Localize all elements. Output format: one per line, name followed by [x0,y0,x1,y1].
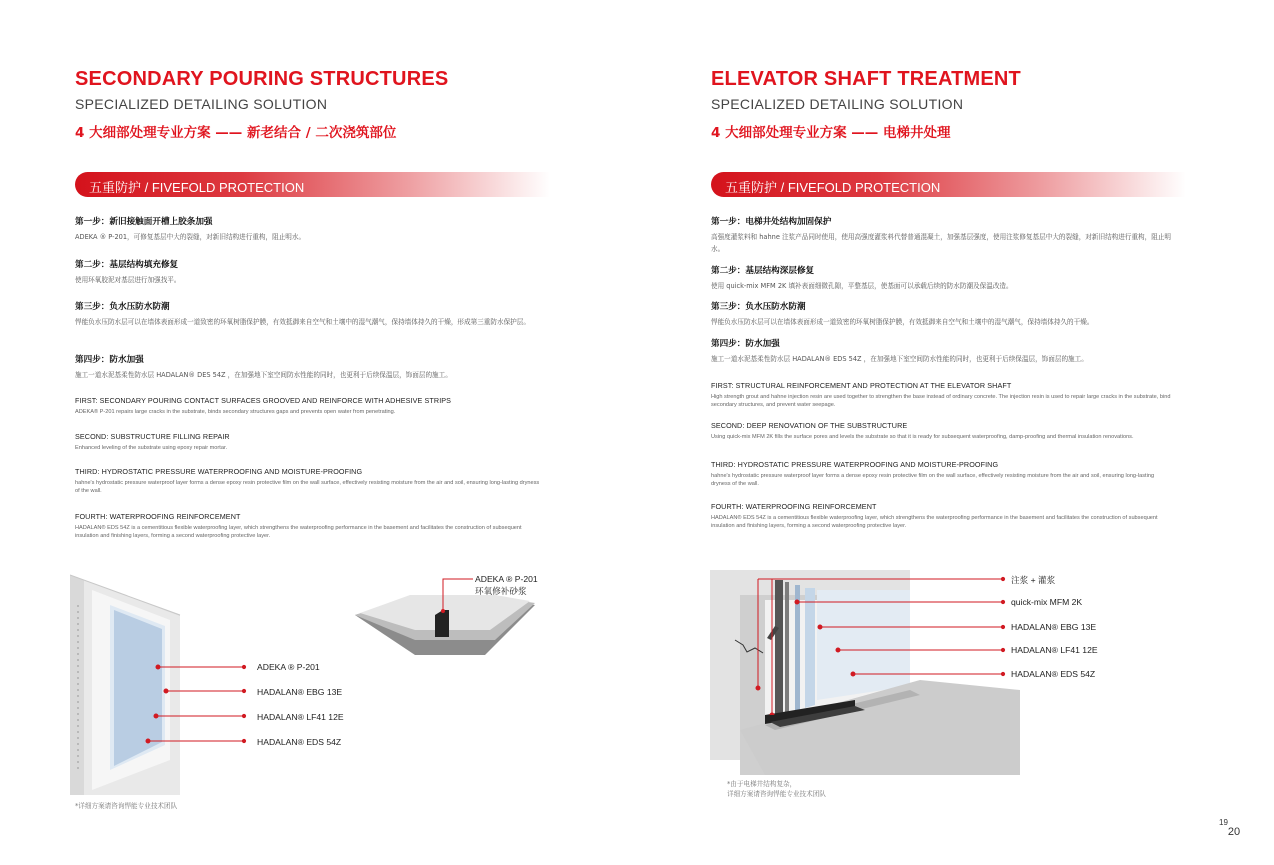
step-1 [75,215,545,243]
layer-label: HADALAN® LF41 12E [1011,645,1098,655]
footnote [727,779,826,799]
layer-label: HADALAN® LF41 12E [257,712,344,722]
step-text: 施工一道水泥基柔性防水层 HADALAN® EDS 54Z ，在加强地下室空间防水性能的同时，也更利于后续保温层，饰面层的施工。 [711,355,1088,363]
en-step-3 [75,467,545,495]
page-title: ELEVATOR SHAFT TREATMENT [711,68,1021,90]
step-text: 施工一道水泥基柔性防水层 HADALAN® DES 54Z ，在加强地下室空间防水性能的同时，也更利于后续保温层，饰面层的施工。 [75,371,452,379]
step-1 [711,215,1173,255]
en-step-text: Using quick-mix MFM 2K fills the surface pores and levels the substrate so that it is ready for subsequent waterproofing, damp-proofing and thermal insulation renovations. [711,434,1134,440]
page-title-cn: 4 大细部处理专业方案 —— 新老结合 / 二次浇筑部位 [75,125,397,141]
en-step-title: FIRST: SECONDARY POURING CONTACT SURFACES GROOVED AND REINFORCE WITH ADHESIVE STRIPS [75,396,452,405]
en-step-3 [711,460,1173,488]
step-2 [711,264,1181,292]
en-step-1 [711,381,1173,409]
step-title: 第一步：电梯井处结构加固保护 [711,217,832,227]
page-number [1219,818,1240,836]
page-total: 20 [1227,826,1241,838]
page-subtitle: SPECIALIZED DETAILING SOLUTION [75,96,328,112]
step-2 [75,258,545,286]
layer-label: HADALAN® EBG 13E [1011,622,1097,632]
en-step-2 [711,421,1173,441]
layer-label: 注浆 + 灌浆 [1011,575,1056,585]
banner-label: 五重防护 / FIVEFOLD PROTECTION [89,180,305,195]
section-banner [711,172,1186,197]
en-step-text: hahne's hydrostatic pressure waterproof layer forms a dense epoxy resin protective film on the wall surface, effectively resisting moisture from the air and soil, ensuring long-lasting dryness of the wall. [75,480,540,494]
en-step-text: ADEKA® P-201 repairs large cracks in the substrate, binds secondary structures gaps and prevents open water from penetrating. [75,409,396,415]
banner-label: 五重防护 / FIVEFOLD PROTECTION [725,180,941,195]
step-text: 高强度灌浆料和 hahne 注浆产品同时使用，使用高强度灌浆料代替普通混凝土，加强基层强度，使用注浆修复基层中大的裂缝，对新旧结构进行重构，阻止明水。 [711,233,1172,253]
layer-label: HADALAN® EDS 54Z [1011,669,1096,679]
step-text: 使用 quick-mix MFM 2K 填补表面细微孔隙，平整基层，使基面可以承载后续的防水防潮及保温改造。 [711,282,1013,290]
en-step-text: HADALAN® EDS 54Z is a cementitious flexible waterproofing layer, which strengthens the waterproofing performance in the basement and facilitates the construction of subsequent insulation and finishing layers, forming a second waterproofing protective layer. [75,525,522,539]
step-3 [75,300,545,328]
en-step-text: hahne's hydrostatic pressure waterproof layer forms a dense epoxy resin protective film on the wall surface, effectively resisting moisture from the air and soil, ensuring long-lasting dryness of the wall. [711,473,1155,487]
footnote-line: 详细方案请咨询悍能专业技术团队 [727,790,826,798]
step-title: 第三步：负水压防水防潮 [75,302,170,312]
en-step-title: SECOND: DEEP RENOVATION OF THE SUBSTRUCTURE [711,421,908,430]
callout-product-cn: 环氧修补砂浆 [475,586,527,596]
right-leader-lines [745,570,1010,715]
step-text: 使用环氧胶泥对基层进行加强找平。 [75,276,181,284]
layer-label: HADALAN® EBG 13E [257,687,343,697]
step-text: 悍能负水压防水层可以在墙体表面形成一道致密的环氧树脂保护膜，有效抵御来自空气和土壤中的湿气潮气，保持墙体持久的干燥。 [711,318,1094,326]
page-title-cn: 4 大细部处理专业方案 —— 电梯井处理 [711,125,951,141]
step-title: 第四步：防水加强 [75,355,144,365]
step-4 [75,353,545,381]
en-step-text: Enhanced leveling of the substrate using epoxy repair mortar. [75,445,228,451]
page-subtitle: SPECIALIZED DETAILING SOLUTION [711,96,964,112]
step-title: 第二步：基层结构深层修复 [711,266,815,276]
step-text: 悍能负水压防水层可以在墙体表面形成一道致密的环氧树脂保护膜，有效抵御来自空气和土壤中的湿气潮气，保持墙体持久的干燥，形成第三重防水保护层。 [75,318,530,326]
groove-callout [475,573,538,597]
callout-product: ADEKA ® P-201 [475,574,538,584]
en-step-title: SECOND: SUBSTRUCTURE FILLING REPAIR [75,432,230,441]
step-4 [711,337,1181,365]
en-step-2 [75,432,545,452]
en-step-title: FIRST: STRUCTURAL REINFORCEMENT AND PROTECTION AT THE ELEVATOR SHAFT [711,381,1012,390]
step-title: 第二步：基层结构填充修复 [75,260,179,270]
step-title: 第三步：负水压防水防潮 [711,302,806,312]
step-3 [711,300,1181,328]
left-leader-lines [140,660,250,750]
en-step-title: THIRD: HYDROSTATIC PRESSURE WATERPROOFING AND MOISTURE-PROOFING [75,467,363,476]
en-step-text: HADALAN® EDS 54Z is a cementitious flexible waterproofing layer, which strengthens the waterproofing performance in the basement and facilitates the construction of subsequent insulation and finishing layers, forming a second waterproofing protective layer. [711,515,1158,529]
en-step-title: THIRD: HYDROSTATIC PRESSURE WATERPROOFING AND MOISTURE-PROOFING [711,460,999,469]
layer-label: HADALAN® EDS 54Z [257,737,342,747]
footnote: *详细方案请咨询悍能专业技术团队 [75,802,178,810]
en-step-1 [75,396,545,416]
en-step-title: FOURTH: WATERPROOFING REINFORCEMENT [75,512,241,521]
en-step-title: FOURTH: WATERPROOFING REINFORCEMENT [711,502,877,511]
en-step-text: High strength grout and hahne injection resin are used together to strengthen the base instead of ordinary concrete. The injection resin is used to repair large cracks in the substrate, bind secondary structures, and prevent water seepage. [711,394,1171,408]
page-current: 19 [1219,818,1228,827]
step-title: 第四步：防水加强 [711,339,780,349]
en-step-4 [75,512,545,540]
layer-label: quick-mix MFM 2K [1011,597,1083,607]
page-title: SECONDARY POURING STRUCTURES [75,68,449,90]
step-title: 第一步：新旧接触面开槽上胶条加强 [75,217,213,227]
step-text: ADEKA ® P-201，可修复基层中大的裂缝，对新旧结构进行重构，阻止明水。 [75,233,306,241]
footnote-line: *由于电梯井结构复杂， [727,780,797,788]
layer-label: ADEKA ® P-201 [257,662,320,672]
section-banner [75,172,550,197]
en-step-4 [711,502,1173,530]
